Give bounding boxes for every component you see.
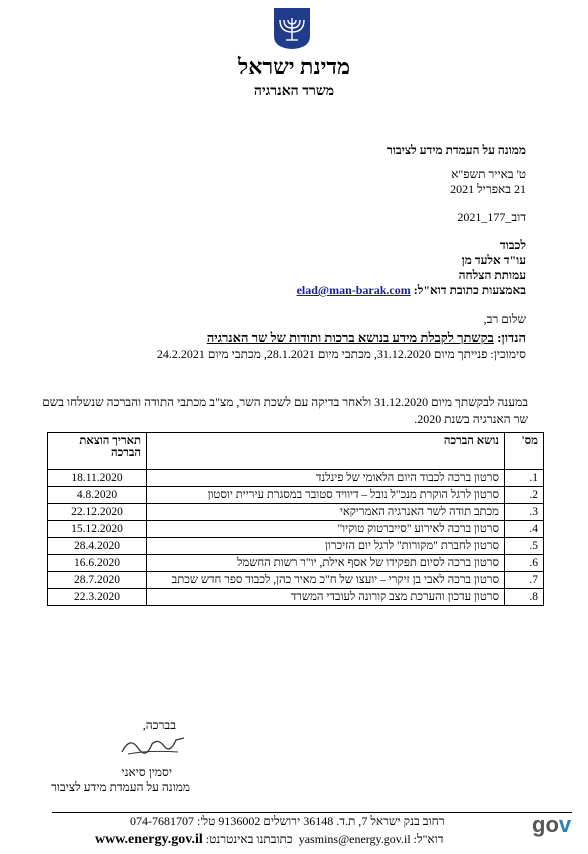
subject-line <box>207 330 526 346</box>
greetings-table <box>47 432 544 606</box>
body-paragraph: במענה לבקשתך מיום 31.12.2020 ולאחר בדיקה עם לשכת השר, מצ"ב מכתבי התודה והברכה שנשלחו בשם שר האנרגיה בשנת 2020. <box>42 395 528 426</box>
hebrew-date: ט' באייר תשפ"א <box>451 167 526 181</box>
row-date: 22.12.2020 <box>48 504 147 521</box>
row-subject: סרטון ברכה לאירוע "סייברטוק טוקיו" <box>147 521 505 538</box>
row-number: 8. <box>505 589 544 606</box>
recipient-via <box>297 283 526 298</box>
table-row <box>48 487 544 504</box>
table-row <box>48 538 544 555</box>
footer-website-link[interactable]: www.energy.gov.il <box>95 832 203 847</box>
row-date: 28.7.2020 <box>48 572 147 589</box>
table-row <box>48 504 544 521</box>
footer-email-link[interactable]: yasmins@energy.gov.il <box>298 832 411 846</box>
recipient-email-link[interactable]: elad@man-barak.com <box>296 283 411 297</box>
footer-contact <box>95 832 444 848</box>
table-row <box>48 589 544 606</box>
header-date: תאריך הוצאת הברכה <box>48 433 147 470</box>
row-date: 4.8.2020 <box>48 487 147 504</box>
row-subject: סרטון לרגל הוקרת מנכ"ל נובל – דיוויד סטובר במסגרת עיריית יוסטון <box>147 487 505 504</box>
row-number: 1. <box>505 470 544 487</box>
row-subject: סרטון עדכון והערכת מצב קורונה לעובדי המשרד <box>147 589 505 606</box>
sender-title: ממונה על העמדת מידע לציבור <box>386 143 526 157</box>
row-date: 16.6.2020 <box>48 555 147 572</box>
via-label: באמצעות כתובת דוא"ל: <box>413 283 526 297</box>
subject-label: הנדון: <box>497 330 526 345</box>
footer-site-label: כתובתנו באינטרנט: <box>205 832 293 846</box>
row-subject: סרטון ברכה לסיום תפקידו של אסף אילת, יו"ר רשות החשמל <box>147 555 505 572</box>
recipient-org: עמותת הצלחה <box>458 268 526 282</box>
recipient-name: עו"ד אלעד מן <box>461 253 526 267</box>
table-row <box>48 572 544 589</box>
row-number: 2. <box>505 487 544 504</box>
row-subject: סרטון ברכה לכבוד היום הלאומי של פינלנד <box>147 470 505 487</box>
table-row <box>48 555 544 572</box>
table-header-row <box>48 433 544 470</box>
doc-reference: דוב_177_2021 <box>457 210 526 224</box>
handwritten-signature-icon <box>118 730 188 760</box>
row-number: 3. <box>505 504 544 521</box>
country-title: מדינת ישראל <box>237 54 351 79</box>
footer-divider <box>52 812 572 813</box>
recipient-to: לכבוד <box>499 238 526 252</box>
row-number: 5. <box>505 538 544 555</box>
row-date: 28.4.2020 <box>48 538 147 555</box>
greeting: שלום רב, <box>483 312 526 326</box>
signer-name: יסמין סיאני <box>121 765 172 779</box>
subject-text: בקשתך לקבלת מידע בנושא ברכות ותודות של שר האנרגיה <box>206 330 494 345</box>
row-date: 22.3.2020 <box>48 589 147 606</box>
row-subject: סרטון לחברת "מקורות" לרגל יום הזיכרון <box>147 538 505 555</box>
row-number: 7. <box>505 572 544 589</box>
row-date: 15.12.2020 <box>48 521 147 538</box>
closing: בברכה, <box>142 718 176 732</box>
gov-logo-icon: gov <box>532 812 572 837</box>
footer-email-label: דוא"ל: <box>413 832 444 846</box>
state-emblem-icon <box>272 6 312 50</box>
ministry-title: משרד האנרגיה <box>253 84 335 99</box>
row-subject: מכתב תודה לשר האנרגיה האמריקאי <box>147 504 505 521</box>
row-number: 4. <box>505 521 544 538</box>
header-no: מס' <box>505 433 544 470</box>
gregorian-date: 21 באפריל 2021 <box>450 182 526 196</box>
footer-address: רחוב בנק ישראל 7, ת.ד. 36148 ירושלים 9136002 טל': 074-7681707 <box>130 814 445 828</box>
row-number: 6. <box>505 555 544 572</box>
row-subject: סרטון ברכה לאבי בן זיקרי – יועצו של ח"כ מאיר כהן, לכבוד ספר חדש שכתב <box>147 572 505 589</box>
signer-title: ממונה על העמדת מידע לציבור <box>50 780 190 794</box>
reference-line: סימוכין: פנייתך מיום 31.12.2020, מכתבי מיום 28.1.2021, מכתבי מיום 24.2.2021 <box>156 347 526 361</box>
row-date: 18.11.2020 <box>48 470 147 487</box>
table-row <box>48 521 544 538</box>
table-row <box>48 470 544 487</box>
header-subject: נושא הברכה <box>147 433 505 470</box>
